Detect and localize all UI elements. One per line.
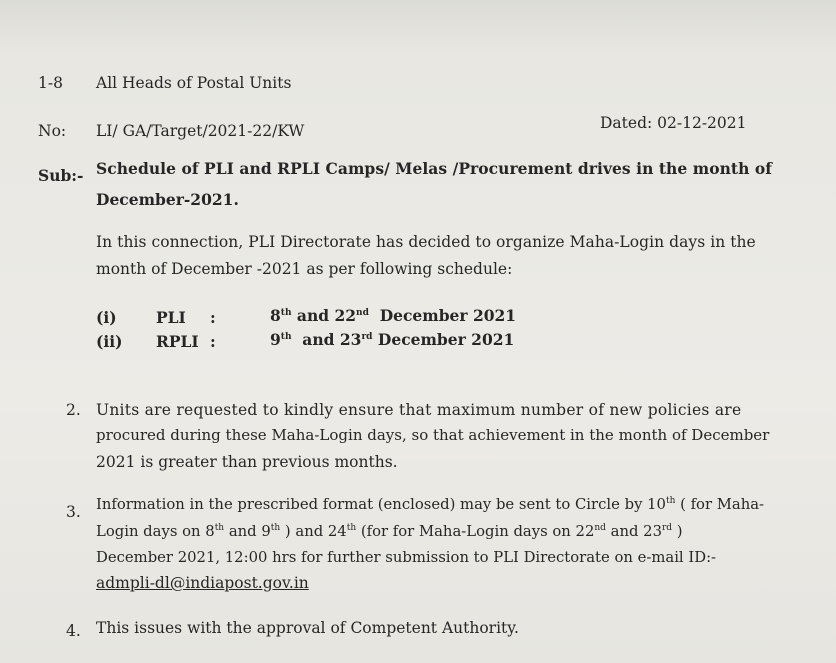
para-3-line-2: Login days on 8th and 9th ) and 24th (for for Maha-Login days on 22nd and 23rd ) [96, 523, 683, 540]
letter-date: Dated: 02-12-2021 [600, 114, 747, 132]
para-3-line-1: Information in the prescribed format (enclosed) may be sent to Circle by 10th ( for Maha- [96, 496, 765, 513]
scheme-name: RPLI [156, 332, 199, 351]
intro-line-2: month of December -2021 as per following schedule: [96, 260, 513, 278]
para-2-line-1: Units are requested to kindly ensure that maximum number of new policies are [96, 401, 742, 419]
subject-line-2: December-2021. [96, 190, 239, 209]
subject-line-1: Schedule of PLI and RPLI Camps/ Melas /Procurement drives in the month of [96, 159, 772, 178]
para-2-line-3: 2021 is greater than previous months. [96, 453, 398, 471]
row-colon: : [210, 332, 216, 351]
para-2-number: 2. [66, 401, 81, 419]
para-4-number: 4. [66, 622, 81, 640]
reference-label: No: [38, 122, 67, 140]
subject-label: Sub:- [38, 166, 84, 185]
addressee-code: 1-8 [38, 74, 63, 92]
para-3-number: 3. [66, 503, 81, 521]
scheme-name: PLI [156, 308, 186, 327]
para-3-line-3: December 2021, 12:00 hrs for further submission to PLI Directorate on e-mail ID:- [96, 549, 717, 566]
intro-line-1: In this connection, PLI Directorate has decided to organize Maha-Login days in the [96, 233, 756, 251]
schedule-dates: 9th and 23rd December 2021 [270, 330, 515, 349]
reference-number: LI/ GA/Target/2021-22/KW [96, 122, 305, 140]
addressee: All Heads of Postal Units [96, 74, 292, 92]
schedule-dates: 8th and 22nd December 2021 [270, 306, 517, 325]
contact-email[interactable]: admpli-dl@indiapost.gov.in [96, 574, 309, 592]
para-2-line-2: procured during these Maha-Login days, so that achievement in the month of December [96, 426, 770, 444]
para-4-text: This issues with the approval of Competent Authority. [96, 619, 519, 637]
row-number: (i) [96, 308, 117, 327]
row-number: (ii) [96, 332, 123, 351]
row-colon: : [210, 308, 216, 327]
